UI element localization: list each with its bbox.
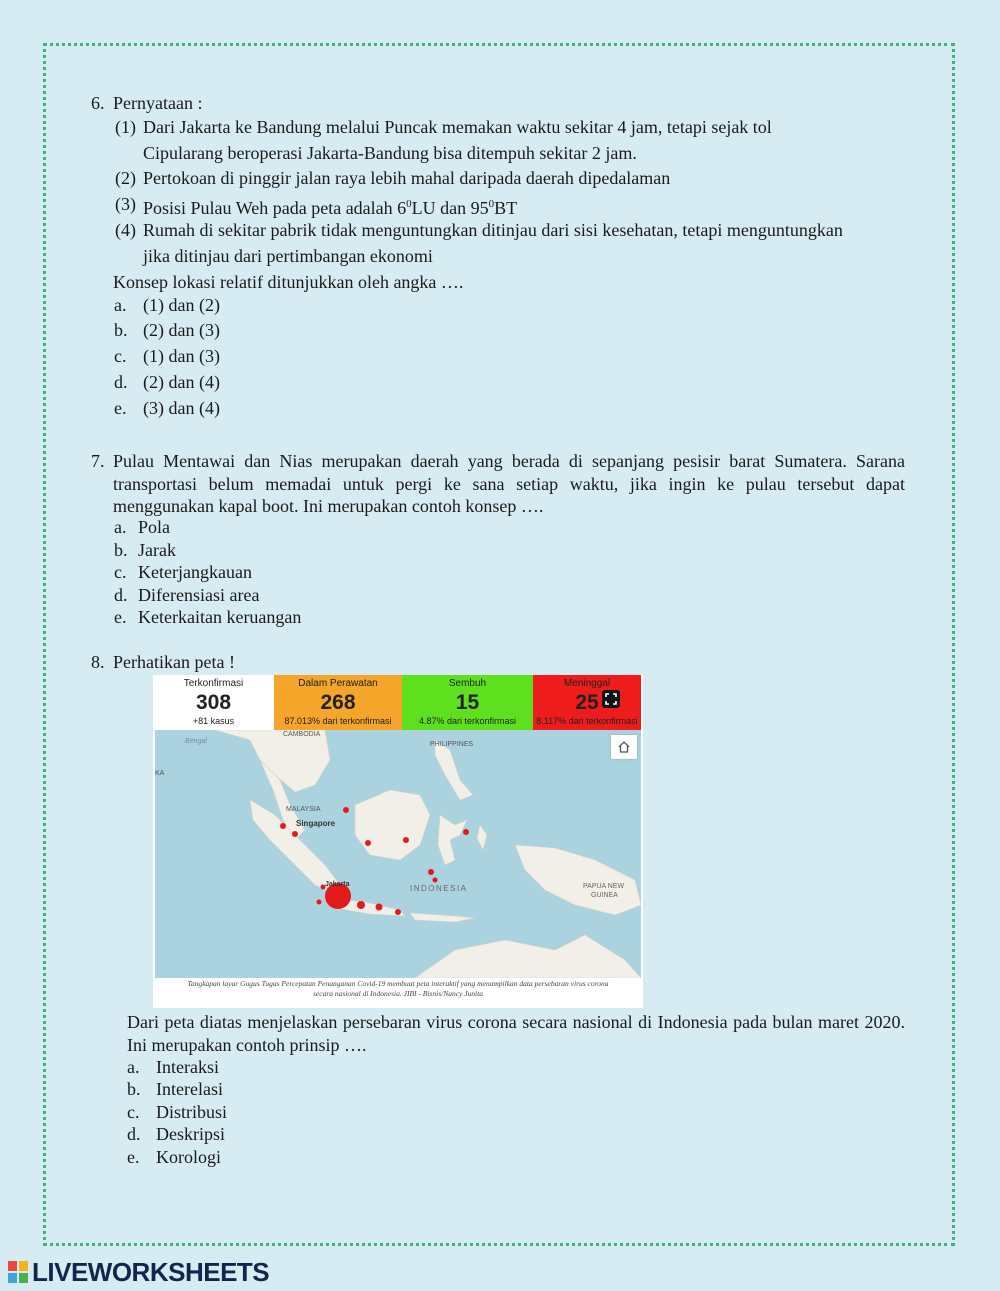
q8-option-d[interactable]: d. Deskripsi [127, 1124, 225, 1144]
stat-recovered: Sembuh 15 4.87% dari terkonfirmasi [402, 675, 533, 730]
q8-option-a[interactable]: a. Interaksi [127, 1057, 219, 1077]
statement-3-number: (3) [115, 194, 136, 214]
covid-map-screenshot [153, 675, 643, 1008]
logo-text: LIVEWORKSHEETS [32, 1256, 270, 1287]
question-8-number: 8. [91, 652, 105, 672]
label-malaysia: MALAYSIA [286, 806, 321, 813]
statement-4-number: (4) [115, 220, 136, 240]
label-papua-1: PAPUA NEW [583, 883, 625, 890]
statement-2-line1: Pertokoan di pinggir jalan raya lebih mahal daripada daerah dipedalaman [143, 168, 671, 188]
question-8-title: Perhatikan peta ! [113, 652, 235, 672]
q8-option-b[interactable]: b. Interelasi [127, 1079, 223, 1099]
question-number: 6. [91, 93, 105, 113]
q6-option-e[interactable]: e. (3) dan (4) [114, 398, 220, 418]
liveworksheets-logo[interactable] [8, 1258, 269, 1286]
statement-1-line2: Cipularang beroperasi Jakarta-Bandung bisa ditempuh sekitar 2 jam. [143, 143, 637, 163]
statement-1-number: (1) [115, 117, 136, 137]
q8-option-e[interactable]: e. Korologi [127, 1147, 221, 1167]
q7-option-e[interactable]: e. Keterkaitan keruangan [114, 607, 302, 627]
home-icon[interactable] [611, 735, 637, 759]
question-6-prompt: Konsep lokasi relatif ditunjukkan oleh angka …. [113, 272, 464, 292]
stat-confirmed: Terkonfirmasi 308 +81 kasus [153, 675, 274, 730]
q6-option-a[interactable]: a. (1) dan (2) [114, 295, 220, 315]
indonesia-map[interactable] [155, 730, 641, 978]
label-philippines: PHILIPPINES [430, 741, 474, 748]
label-papua-2: GUINEA [591, 892, 618, 899]
question-title: Pernyataan : [113, 93, 203, 113]
label-jakarta: Jakarta [325, 881, 350, 888]
label-cambodia: CAMBODIA [283, 731, 321, 738]
stat-in-treatment: Dalam Perawatan 268 87.013% dari terkonfirmasi [274, 675, 402, 730]
q6-option-d[interactable]: d. (2) dan (4) [114, 372, 220, 392]
statement-1-line1: Dari Jakarta ke Bandung melalui Puncak memakan waktu sekitar 4 jam, tetapi sejak tol [143, 117, 772, 137]
label-bengal: Bengal [185, 738, 207, 745]
map-caption: Tangkapan layar Gugus Tugas Percepatan Penanganan Covid-19 membuat peta interaktif yang menampilkan data persebaran virus corona secara nasional di Indonesia. JIBI - Bisnis/Nancy Junita [187, 979, 609, 998]
statement-2-number: (2) [115, 168, 136, 188]
q7-option-b[interactable]: b. Jarak [114, 540, 176, 560]
q7-option-a[interactable]: a. Pola [114, 517, 171, 537]
statement-4-line2: jika ditinjau dari pertimbangan ekonomi [143, 246, 433, 266]
question-7-text: Pulau Mentawai dan Nias merupakan daerah yang berada di sepanjang pesisir barat Sumatera. Sarana transportasi belum memadai untuk pergi ke sana setiap waktu, jika ingin ke pulau tersebut dapat menggunakan kapal boot. Ini merupakan contoh konsep …. [113, 451, 905, 516]
question-8-text: Dari peta diatas menjelaskan persebaran virus corona secara nasional di Indonesia pada bulan maret 2020. Ini merupakan contoh prinsip …. [127, 1012, 905, 1055]
logo-icon [8, 1261, 28, 1283]
q6-option-c[interactable]: c. (1) dan (3) [114, 346, 220, 366]
label-lanka: KA [155, 770, 165, 777]
q6-option-b[interactable]: b. (2) dan (3) [114, 320, 220, 340]
fullscreen-icon[interactable] [602, 690, 620, 708]
stat-deaths: Meninggal 25 8.117% dari terkonfirmasi [533, 675, 641, 730]
label-singapore: Singapore [296, 819, 336, 828]
question-7-number: 7. [91, 451, 105, 471]
q8-option-c[interactable]: c. Distribusi [127, 1102, 228, 1122]
q7-option-d[interactable]: d. Diferensiasi area [114, 585, 260, 605]
label-indonesia: INDONESIA [410, 884, 468, 893]
q7-option-c[interactable]: c. Keterjangkauan [114, 562, 252, 582]
statement-4-line1: Rumah di sekitar pabrik tidak menguntungkan ditinjau dari sisi kesehatan, tetapi menguntungkan [143, 220, 843, 240]
statement-3-line1: Posisi Pulau Weh pada peta adalah $6^0LU$ dan $95^0BT$ [143, 198, 518, 218]
